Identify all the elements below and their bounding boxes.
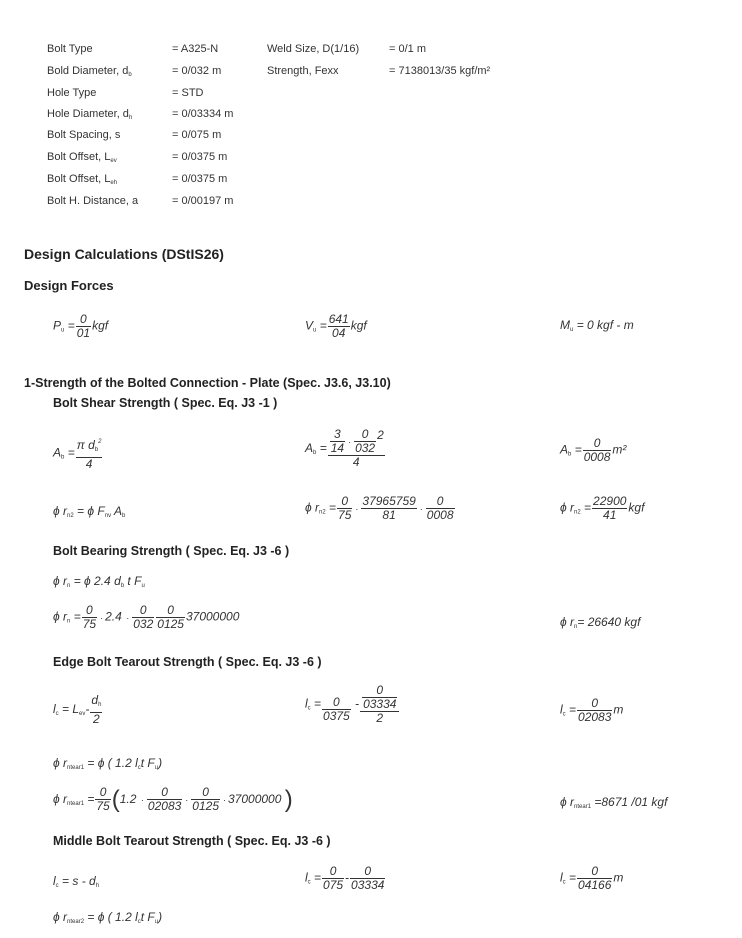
- ab-formula-num: [76, 436, 103, 458]
- edge-lc-symbol: l: [53, 702, 56, 717]
- vu-sub: u: [313, 327, 317, 334]
- ab-result-fraction: [583, 437, 612, 464]
- ab-formula-num-sup: 2: [98, 439, 102, 445]
- edge-lc-calc-a-den: 0375: [323, 708, 350, 723]
- middle-lc-result-sub: c: [562, 879, 566, 886]
- ab-formula-den: 4: [85, 457, 93, 471]
- rn2-result-unit: kgf: [628, 500, 645, 515]
- edge-rn-result-sub: ntear1: [574, 804, 592, 810]
- bearing-symbol: ϕ r: [53, 574, 68, 588]
- pu-unit: kgf: [92, 318, 109, 333]
- edge-lc-calc-b-top: [360, 684, 399, 712]
- prop-sub: eh: [110, 180, 118, 186]
- edge-rn-rhs2: t F: [140, 756, 155, 770]
- edge-lc-calc-sub: c: [307, 705, 311, 712]
- bearing-sub: n: [67, 583, 71, 589]
- middle-tearout-title: Middle Bolt Tearout Strength ( Spec. Eq. J3 -6 ): [53, 834, 331, 848]
- edge-lc-num-text: d: [91, 693, 99, 707]
- ab-calc-pi-num: 3: [330, 428, 345, 442]
- prop-bolt-type: [47, 43, 93, 55]
- multiply-dot: ·: [138, 795, 144, 805]
- middle-lc-calc-symbol: l: [305, 870, 308, 885]
- middle-lc-result-den: 04166: [578, 878, 612, 892]
- middle-lc-result-unit: m: [613, 870, 624, 885]
- rn2-calc-f1-den: 75: [338, 508, 352, 522]
- bearing-calc-f1-den: 75: [82, 617, 97, 631]
- vu-fraction: [328, 313, 350, 340]
- edge-rn-calc: ϕ $r_{ntear1}$ = $\frac{0}{75}$ (1.2 · $\frac{0}{02083}$ · $\frac{0}{0125}$ · 37000000 ): [53, 785, 293, 814]
- ab-formula-num-text: π d: [76, 438, 95, 452]
- bearing-rhs: = ϕ 2.4 d: [73, 574, 121, 588]
- edge-lc-result-num: 0: [577, 697, 612, 711]
- bolt-bearing-title: Bolt Bearing Strength ( Spec. Eq. J3 -6 ): [53, 544, 290, 558]
- ab-calc-pi-den: 14: [330, 441, 345, 456]
- vu-den: 04: [332, 326, 346, 340]
- mu-sub: u: [570, 327, 574, 333]
- prop-sub: h: [128, 115, 133, 121]
- middle-lc-calc-a-num: 0: [322, 865, 344, 879]
- ab-calc-sub: b: [313, 449, 317, 456]
- edge-lc-calc-b-inner-num: 0: [362, 684, 397, 698]
- edge-rn-calc-f2-num: 0: [147, 786, 182, 800]
- ab-calc-outer-num: [328, 428, 385, 456]
- middle-rn-rhs2: t F: [140, 910, 155, 924]
- pu-equation: $P_u$ = $\frac{0}{01}$ kgf: [53, 312, 109, 340]
- rn2-formula: [53, 504, 125, 519]
- rn2-calc-f3-den: 0008: [426, 508, 454, 522]
- edge-rn-calc-f2-den: 02083: [147, 799, 182, 814]
- rn2-rhs-sub: nv: [104, 513, 112, 519]
- middle-rn-rhs-sub: c: [137, 919, 141, 925]
- ab-calc-d-fraction: [354, 428, 376, 455]
- multiply-dot: ·: [185, 795, 189, 805]
- bearing-calc-f3-num: 0: [156, 604, 185, 618]
- ab-symbol: A: [53, 445, 62, 460]
- bearing-result: [560, 615, 640, 630]
- edge-lc-calc-a: [322, 696, 351, 723]
- rn2-calc-f1-num: 0: [337, 495, 352, 509]
- close-paren: ): [284, 786, 293, 813]
- ab-formula-num-sub: b: [94, 447, 99, 453]
- edge-lc-calc-b-inner-den: 03334: [363, 697, 397, 711]
- prop-strength-fexx-value: = 7138013/35 kgf/m²: [389, 65, 491, 77]
- rn2-result: ϕ $r_{n2}$ = $\frac{22900}{41}$ kgf: [560, 494, 645, 522]
- bearing-rhs2-sub: u: [141, 583, 145, 589]
- edge-lc-calc-b-inner: [362, 684, 397, 711]
- multiply-dot: ·: [223, 795, 226, 805]
- bearing-calc: ϕ $r_n$ = $\frac{0}{75}$ · 2.4 · $\frac{0}{032}$ $\frac{0}{0125}$ 37000000: [53, 603, 240, 631]
- prop-label: Bold Diameter, d: [47, 65, 129, 77]
- prop-bolt-diameter: [47, 65, 132, 78]
- pu-sub: u: [61, 327, 65, 334]
- mu-equation: [560, 318, 634, 333]
- edge-lc-minus: -: [85, 702, 90, 717]
- bearing-calc-f3: [156, 604, 185, 631]
- edge-rn-calc-f2: [147, 786, 182, 813]
- edge-lc-result-unit: m: [613, 702, 624, 717]
- middle-rn-symbol: ϕ r: [53, 910, 68, 924]
- middle-lc-rhs: = s - d: [62, 874, 96, 888]
- rn2-sub: n2: [67, 513, 74, 519]
- edge-lc-fraction: [90, 694, 102, 726]
- middle-lc-calc-a-den: 075: [323, 878, 344, 892]
- ab-calc-outer-fraction: [328, 428, 385, 469]
- ab-result-num: 0: [583, 437, 612, 451]
- edge-rn-calc-f3-den: 0125: [192, 799, 219, 814]
- prop-label: Bolt Offset, L: [47, 151, 111, 163]
- edge-rn-rhs2-sub: u: [154, 765, 159, 771]
- multiply-dot: ·: [419, 503, 423, 514]
- prop-bolt-offset-eh-value: = 0/0375 m: [172, 173, 228, 185]
- rn2-calc-f2-den: 81: [382, 508, 396, 522]
- middle-lc-formula: [53, 874, 99, 889]
- edge-lc-sub: c: [55, 711, 59, 718]
- prop-hole-type-value: = STD: [172, 87, 204, 99]
- edge-rn-sub: ntear1: [67, 765, 85, 771]
- edge-rn-calc-symbol: ϕ r: [53, 792, 68, 806]
- edge-rn-calc-k: 1.2: [119, 792, 137, 806]
- bearing-formula: [53, 574, 145, 589]
- rn2-calc-sub: n2: [319, 509, 326, 516]
- middle-rn-close: ): [158, 910, 163, 924]
- prop-label: Hole Diameter, d: [47, 108, 129, 120]
- rn2-result-den: 41: [603, 508, 617, 522]
- pu-den: 01: [76, 326, 91, 340]
- bearing-rhs2: t F: [124, 574, 142, 588]
- edge-rn-calc-f1: [95, 786, 110, 813]
- multiply-dot: ·: [123, 612, 130, 623]
- design-forces-title: Design Forces: [24, 278, 114, 293]
- prop-bolt-offset-ev: [47, 151, 117, 164]
- bearing-result-sub: n: [574, 624, 578, 630]
- vu-num: 641: [328, 312, 349, 326]
- prop-label: Bolt Spacing, s: [47, 129, 121, 141]
- edge-lc-rhs-sub: ev: [79, 711, 86, 718]
- bearing-rhs-sub: b: [120, 583, 125, 589]
- multiply-dot: ·: [348, 437, 352, 447]
- edge-lc-calc-symbol: l: [305, 696, 308, 711]
- edge-lc-calc: $l_c$ = $\frac{0}{0375}$ - $\frac{\frac{0}{03334}}{2}$: [305, 684, 400, 725]
- vu-symbol: V: [305, 318, 314, 333]
- prop-hole-type: [47, 87, 96, 99]
- middle-lc-rhs-sub: h: [95, 883, 100, 889]
- ab-calc-d-den: 032: [355, 441, 376, 456]
- prop-label: Bolt H. Distance, a: [47, 195, 139, 207]
- ab-result-symbol: A: [560, 442, 569, 457]
- middle-lc-calc-b-den: 03334: [351, 878, 385, 892]
- edge-lc-calc-b-den: 2: [376, 711, 384, 725]
- rn2-result-symbol: ϕ r: [560, 500, 575, 515]
- edge-lc-formula: [53, 694, 103, 726]
- prop-bolt-type-value: = A325-N: [172, 43, 219, 55]
- ab-calc-den: 4: [352, 455, 360, 470]
- rn2-calc-symbol: ϕ r: [305, 500, 320, 515]
- prop-label: Bolt Type: [47, 43, 93, 55]
- prop-bolt-offset-ev-value: = 0/0375 m: [172, 151, 228, 163]
- multiply-dot: ·: [355, 503, 359, 514]
- bearing-calc-f1: [82, 604, 97, 631]
- bearing-calc-sub: n: [67, 618, 71, 625]
- design-calculations-title: Design Calculations (DStIS26): [24, 246, 224, 262]
- edge-rn-calc-f3-num: 0: [191, 786, 220, 800]
- edge-rn-result-value: =8671 /01 kgf: [594, 795, 668, 809]
- bearing-calc-tail: 37000000: [185, 609, 240, 624]
- rn2-calc-f2: [361, 495, 416, 522]
- prop-bolt-spacing-value: = 0/075 m: [172, 129, 222, 141]
- ab-result-unit: m²: [612, 442, 627, 457]
- edge-lc-result-den: 02083: [578, 710, 612, 724]
- rn2-rhs2: A: [113, 504, 122, 518]
- ab-formula: $A_b$ = $\frac{\pi d_b^2}{4}$: [53, 438, 102, 471]
- middle-lc-calc-b-num: 0: [350, 865, 385, 879]
- bearing-calc-f2: [132, 604, 154, 631]
- edge-rn-formula: [53, 756, 162, 771]
- rn2-rhs2-sub: b: [121, 513, 126, 519]
- edge-rn-symbol: ϕ r: [53, 756, 68, 770]
- middle-rn-formula: [53, 910, 162, 925]
- bearing-calc-k: 2.4: [105, 609, 122, 624]
- ab-result-den: 0008: [583, 450, 611, 464]
- middle-lc-symbol: l: [53, 874, 56, 888]
- prop-hole-diameter: [47, 108, 132, 121]
- edge-lc-calc-b: [360, 684, 399, 725]
- edge-rn-result: [560, 795, 667, 810]
- prop-strength-fexx: Strength, Fexx: [267, 65, 339, 77]
- edge-lc-result: $l_c$ = $\frac{0}{02083}$ m: [560, 696, 624, 724]
- edge-tearout-title: Edge Bolt Tearout Strength ( Spec. Eq. J3 -6 ): [53, 655, 322, 669]
- prop-bolt-offset-eh: [47, 173, 117, 186]
- rn2-calc-f3-num: 0: [426, 495, 455, 509]
- ab-sub: b: [61, 454, 65, 461]
- middle-lc-calc-sub: c: [307, 879, 311, 886]
- pu-fraction: [76, 313, 91, 340]
- ab-calc: $A_b$ = $\frac{3}{14}$ · $\frac{0}{032}$ 2 4: [305, 427, 384, 470]
- rn2-rhs: = ϕ F: [77, 504, 105, 518]
- bolt-shear-title: Bolt Shear Strength ( Spec. Eq. J3 -1 ): [53, 396, 278, 410]
- rn2-calc-f3: [426, 495, 455, 522]
- ab-calc-power: 2: [377, 428, 384, 442]
- ab-result: $A_b$ = $\frac{0}{0008}$ m²: [560, 436, 627, 464]
- prop-hole-diameter-value: = 0/03334 m: [172, 108, 234, 120]
- rn2-result-sub: n2: [574, 509, 581, 516]
- edge-lc-num-sub: h: [98, 702, 102, 708]
- section1-title: 1-Strength of the Bolted Connection - Plate (Spec. J3.6, J3.10): [24, 376, 391, 390]
- prop-label: Bolt Offset, L: [47, 173, 111, 185]
- bearing-calc-symbol: ϕ r: [53, 609, 68, 624]
- middle-rn-rhs2-sub: u: [154, 919, 159, 925]
- ab-formula-fraction: [76, 436, 103, 471]
- edge-rn-result-symbol: ϕ r: [560, 795, 575, 809]
- edge-lc-rhs: = L: [62, 702, 80, 717]
- open-paren: (: [111, 786, 120, 813]
- rn2-result-fraction: [592, 495, 627, 522]
- edge-rn-calc-f1-num: 0: [95, 786, 110, 800]
- bearing-calc-f3-den: 0125: [157, 617, 184, 631]
- prop-label: Hole Type: [47, 87, 97, 99]
- prop-bolt-h-distance-value: = 0/00197 m: [172, 195, 234, 207]
- rn2-calc-f1: [337, 495, 352, 522]
- rn2-calc-f2-num: 37965759: [362, 494, 416, 508]
- edge-rn-calc-f3: [191, 786, 220, 813]
- multiply-dot: ·: [100, 612, 104, 623]
- ab-calc-pi-fraction: [330, 428, 345, 455]
- prop-bolt-diameter-value: = 0/032 m: [172, 65, 222, 77]
- rn2-symbol: ϕ r: [53, 504, 68, 518]
- ab-calc-d-num: 0: [354, 428, 376, 442]
- vu-equation: $V_u$ = $\frac{641}{04}$ kgf: [305, 312, 367, 340]
- prop-bolt-spacing: [47, 129, 120, 141]
- middle-lc-calc: $l_c$ = $\frac{0}{075}$ - $\frac{0}{03334}$: [305, 864, 385, 892]
- middle-rn-rhs: = ϕ ( 1.2 l: [87, 910, 138, 924]
- middle-lc-result: $l_c$ = $\frac{0}{04166}$ m: [560, 864, 624, 892]
- rn2-calc: ϕ $r_{n2}$ = $\frac{0}{75}$ · $\frac{37965759}{81}$ · $\frac{0}{0008}$: [305, 494, 454, 522]
- edge-rn-rhs: = ϕ ( 1.2 l: [87, 756, 138, 770]
- bearing-result-symbol: ϕ r: [560, 615, 575, 629]
- prop-weld-size-value: = 0/1 m: [389, 43, 426, 55]
- ab-calc-symbol: A: [305, 440, 314, 455]
- middle-lc-calc-a: [322, 865, 344, 892]
- edge-lc-calc-a-num: 0: [322, 696, 351, 710]
- middle-rn-sub: ntear2: [67, 919, 85, 925]
- pu-num: 0: [76, 313, 91, 327]
- middle-lc-result-fraction: [577, 865, 612, 892]
- edge-lc-result-symbol: l: [560, 702, 563, 717]
- bearing-calc-f1-num: 0: [82, 604, 97, 618]
- prop-sub: b: [128, 72, 132, 78]
- middle-lc-result-num: 0: [577, 865, 612, 879]
- edge-rn-calc-f1-den: 75: [96, 799, 110, 814]
- bearing-calc-f2-num: 0: [132, 604, 154, 618]
- edge-lc-den: 2: [93, 712, 100, 726]
- middle-lc-calc-b: [350, 865, 385, 892]
- edge-rn-close: ): [158, 756, 163, 770]
- edge-lc-num: [90, 694, 102, 713]
- prop-sub: ev: [110, 158, 117, 164]
- vu-unit: kgf: [350, 318, 367, 333]
- edge-rn-calc-tail: 37000000: [228, 792, 282, 806]
- prop-bolt-h-distance: [47, 195, 138, 207]
- rn2-result-num: 22900: [593, 494, 627, 508]
- middle-lc-sub: c: [55, 883, 59, 889]
- edge-rn-calc-sub: ntear1: [67, 801, 85, 807]
- bearing-result-value: = 26640 kgf: [577, 615, 641, 629]
- edge-lc-result-sub: c: [562, 711, 566, 718]
- edge-lc-result-fraction: [577, 697, 612, 724]
- pu-symbol: P: [53, 318, 62, 333]
- mu-symbol: M: [560, 318, 570, 332]
- bearing-calc-f2-den: 032: [133, 617, 154, 631]
- prop-weld-size: Weld Size, D(1/16): [267, 43, 360, 55]
- middle-lc-result-symbol: l: [560, 870, 563, 885]
- mu-value: = 0 kgf - m: [576, 318, 634, 332]
- edge-rn-rhs-sub: c: [137, 765, 141, 771]
- ab-result-sub: b: [568, 451, 572, 458]
